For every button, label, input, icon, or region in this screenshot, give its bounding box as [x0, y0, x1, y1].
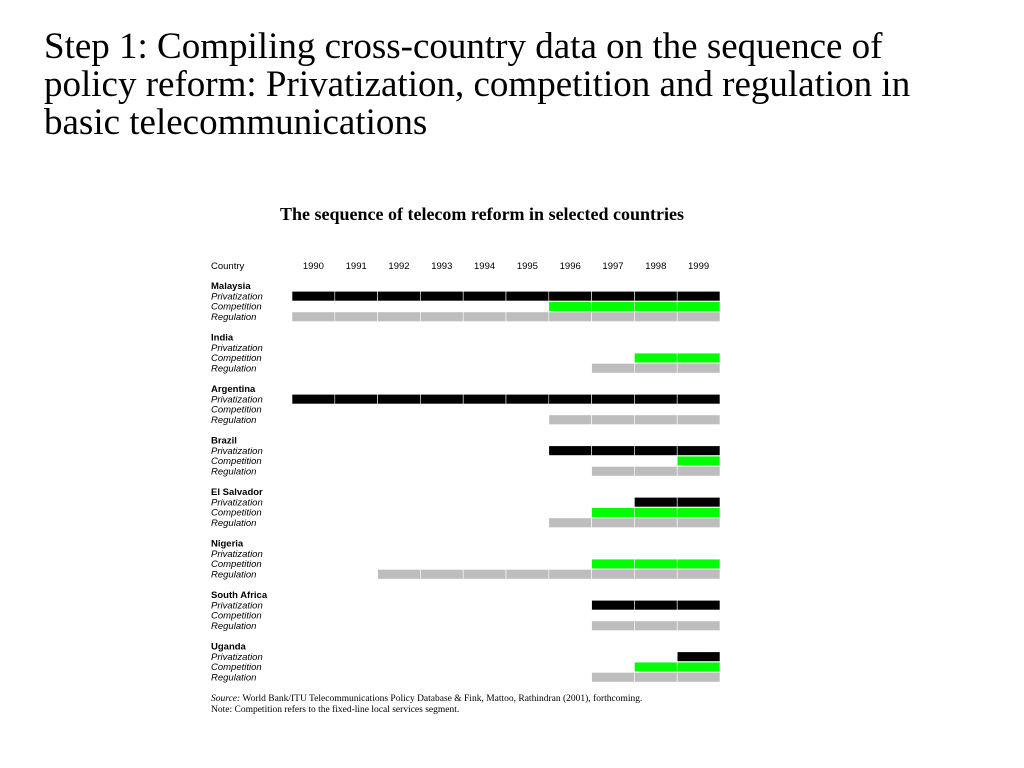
bar-el-salvador-competition-1998	[634, 508, 677, 518]
slide-title: Step 1: Compiling cross-country data on the sequence of policy reform: Privatization, competition and regulation in basic telecommunications	[44, 26, 911, 143]
source-label: Source:	[211, 694, 241, 704]
bar-brazil-competition-1999	[677, 456, 720, 466]
bar-malaysia-privatization-1990	[292, 291, 335, 301]
bar-malaysia-privatization-1994	[463, 291, 506, 301]
bar-malaysia-competition-1996	[549, 302, 592, 312]
year-label-1999: 1999	[688, 261, 710, 272]
bar-india-regulation-1997	[592, 363, 635, 373]
bar-brazil-privatization-1996	[549, 446, 592, 456]
row-label-privatization: Privatization	[211, 445, 263, 457]
bar-argentina-privatization-1993	[420, 394, 463, 404]
bar-nigeria-regulation-1997	[592, 569, 635, 579]
bar-india-regulation-1998	[634, 363, 677, 373]
row-label-regulation: Regulation	[211, 311, 257, 323]
bar-south-africa-privatization-1997	[592, 600, 635, 610]
bar-argentina-privatization-1994	[463, 394, 506, 404]
year-label-1991: 1991	[345, 261, 367, 272]
bar-brazil-regulation-1999	[677, 466, 720, 476]
bar-malaysia-competition-1999	[677, 302, 720, 312]
year-label-1990: 1990	[302, 261, 324, 272]
row-label-competition: Competition	[211, 301, 262, 313]
country-name-south-africa: South Africa	[211, 590, 268, 601]
bar-south-africa-privatization-1999	[677, 600, 720, 610]
row-label-competition: Competition	[211, 610, 262, 622]
row-label-competition: Competition	[211, 662, 262, 674]
bar-brazil-regulation-1997	[592, 466, 635, 476]
bar-malaysia-regulation-1995	[506, 312, 549, 322]
bar-argentina-privatization-1995	[506, 394, 549, 404]
year-label-1993: 1993	[431, 261, 453, 272]
bar-nigeria-regulation-1994	[463, 569, 506, 579]
bar-malaysia-competition-1998	[634, 302, 677, 312]
footnote: Note: Competition refers to the fixed-line local services segment.	[211, 705, 460, 715]
row-label-regulation: Regulation	[211, 466, 257, 478]
bar-nigeria-regulation-1998	[634, 569, 677, 579]
bar-india-competition-1998	[634, 353, 677, 363]
bar-brazil-privatization-1997	[592, 446, 635, 456]
country-name-india: India	[211, 332, 234, 344]
bar-malaysia-regulation-1999	[677, 312, 720, 322]
bar-malaysia-privatization-1998	[634, 291, 677, 301]
bar-malaysia-regulation-1990	[292, 312, 335, 322]
row-label-competition: Competition	[211, 456, 262, 468]
bar-nigeria-regulation-1992	[378, 569, 421, 579]
country-name-malaysia: Malaysia	[211, 281, 251, 292]
year-label-1992: 1992	[388, 261, 410, 272]
bar-uganda-privatization-1999	[677, 652, 720, 662]
bar-el-salvador-regulation-1996	[549, 518, 592, 528]
row-label-competition: Competition	[211, 507, 262, 519]
row-label-privatization: Privatization	[211, 342, 263, 354]
bar-argentina-regulation-1998	[634, 415, 677, 425]
bar-nigeria-regulation-1995	[506, 569, 549, 579]
row-label-privatization: Privatization	[211, 497, 263, 509]
bar-south-africa-regulation-1998	[634, 621, 677, 631]
bar-malaysia-privatization-1999	[677, 291, 720, 301]
bar-uganda-competition-1998	[634, 662, 677, 672]
row-label-regulation: Regulation	[211, 517, 257, 529]
year-label-1996: 1996	[559, 261, 581, 272]
bar-el-salvador-regulation-1999	[677, 518, 720, 528]
bar-argentina-privatization-1997	[592, 394, 635, 404]
header-country: Country	[211, 261, 245, 272]
bar-malaysia-privatization-1993	[420, 291, 463, 301]
bar-uganda-regulation-1998	[634, 672, 677, 682]
bar-argentina-privatization-1991	[335, 394, 378, 404]
bar-malaysia-privatization-1992	[378, 291, 421, 301]
row-label-privatization: Privatization	[211, 651, 263, 663]
country-name-brazil: Brazil	[211, 435, 237, 447]
bar-malaysia-privatization-1991	[335, 291, 378, 301]
bar-india-regulation-1999	[677, 363, 720, 373]
source-note	[211, 694, 731, 716]
row-label-regulation: Regulation	[211, 414, 257, 426]
bar-argentina-regulation-1996	[549, 415, 592, 425]
bar-nigeria-regulation-1999	[677, 569, 720, 579]
bar-argentina-regulation-1999	[677, 415, 720, 425]
bar-south-africa-regulation-1997	[592, 621, 635, 631]
source-text: World Bank/ITU Telecommunications Policy Database & Fink, Mattoo, Rathindran (2001), forthcoming.	[242, 694, 643, 704]
bar-el-salvador-privatization-1998	[634, 497, 677, 507]
bar-malaysia-regulation-1998	[634, 312, 677, 322]
row-label-competition: Competition	[211, 353, 262, 365]
bar-uganda-regulation-1997	[592, 672, 635, 682]
bar-malaysia-regulation-1996	[549, 312, 592, 322]
bar-nigeria-competition-1998	[634, 559, 677, 569]
bar-argentina-privatization-1999	[677, 394, 720, 404]
bar-argentina-regulation-1997	[592, 415, 635, 425]
bar-malaysia-privatization-1997	[592, 291, 635, 301]
country-name-nigeria: Nigeria	[211, 538, 244, 550]
bar-el-salvador-regulation-1998	[634, 518, 677, 528]
bar-nigeria-regulation-1996	[549, 569, 592, 579]
year-label-1995: 1995	[516, 261, 538, 272]
year-label-1994: 1994	[474, 261, 496, 272]
year-label-1998: 1998	[645, 261, 667, 272]
bar-malaysia-regulation-1992	[378, 312, 421, 322]
country-name-el-salvador: El Salvador	[211, 487, 263, 498]
bar-el-salvador-privatization-1999	[677, 497, 720, 507]
year-label-1997: 1997	[602, 261, 624, 272]
row-label-regulation: Regulation	[211, 620, 257, 632]
bar-argentina-privatization-1996	[549, 394, 592, 404]
bar-nigeria-competition-1999	[677, 559, 720, 569]
bar-india-competition-1999	[677, 353, 720, 363]
bar-nigeria-regulation-1993	[420, 569, 463, 579]
row-label-privatization: Privatization	[211, 291, 263, 303]
bar-malaysia-privatization-1996	[549, 291, 592, 301]
bar-uganda-regulation-1999	[677, 672, 720, 682]
bar-argentina-privatization-1990	[292, 394, 335, 404]
row-label-regulation: Regulation	[211, 363, 257, 375]
bar-south-africa-privatization-1998	[634, 600, 677, 610]
row-label-regulation: Regulation	[211, 672, 257, 684]
bar-malaysia-regulation-1991	[335, 312, 378, 322]
row-label-competition: Competition	[211, 404, 262, 416]
bar-malaysia-competition-1997	[592, 302, 635, 312]
bar-brazil-privatization-1998	[634, 446, 677, 456]
row-label-privatization: Privatization	[211, 600, 263, 612]
country-name-argentina: Argentina	[211, 384, 256, 395]
bar-malaysia-privatization-1995	[506, 291, 549, 301]
bar-malaysia-regulation-1993	[420, 312, 463, 322]
row-label-competition: Competition	[211, 559, 262, 571]
row-label-regulation: Regulation	[211, 569, 257, 581]
bar-uganda-competition-1999	[677, 662, 720, 672]
bar-south-africa-regulation-1999	[677, 621, 720, 631]
bar-argentina-privatization-1992	[378, 394, 421, 404]
country-name-uganda: Uganda	[211, 641, 246, 653]
bar-el-salvador-regulation-1997	[592, 518, 635, 528]
chart-title: The sequence of telecom reform in selected countries	[279, 204, 685, 224]
bar-malaysia-regulation-1994	[463, 312, 506, 322]
row-label-privatization: Privatization	[211, 548, 263, 560]
bar-malaysia-regulation-1997	[592, 312, 635, 322]
bar-nigeria-competition-1997	[592, 559, 635, 569]
bar-el-salvador-competition-1999	[677, 508, 720, 518]
row-label-privatization: Privatization	[211, 394, 263, 406]
bar-brazil-regulation-1998	[634, 466, 677, 476]
bar-argentina-privatization-1998	[634, 394, 677, 404]
bar-brazil-privatization-1999	[677, 446, 720, 456]
bar-el-salvador-competition-1997	[592, 508, 635, 518]
